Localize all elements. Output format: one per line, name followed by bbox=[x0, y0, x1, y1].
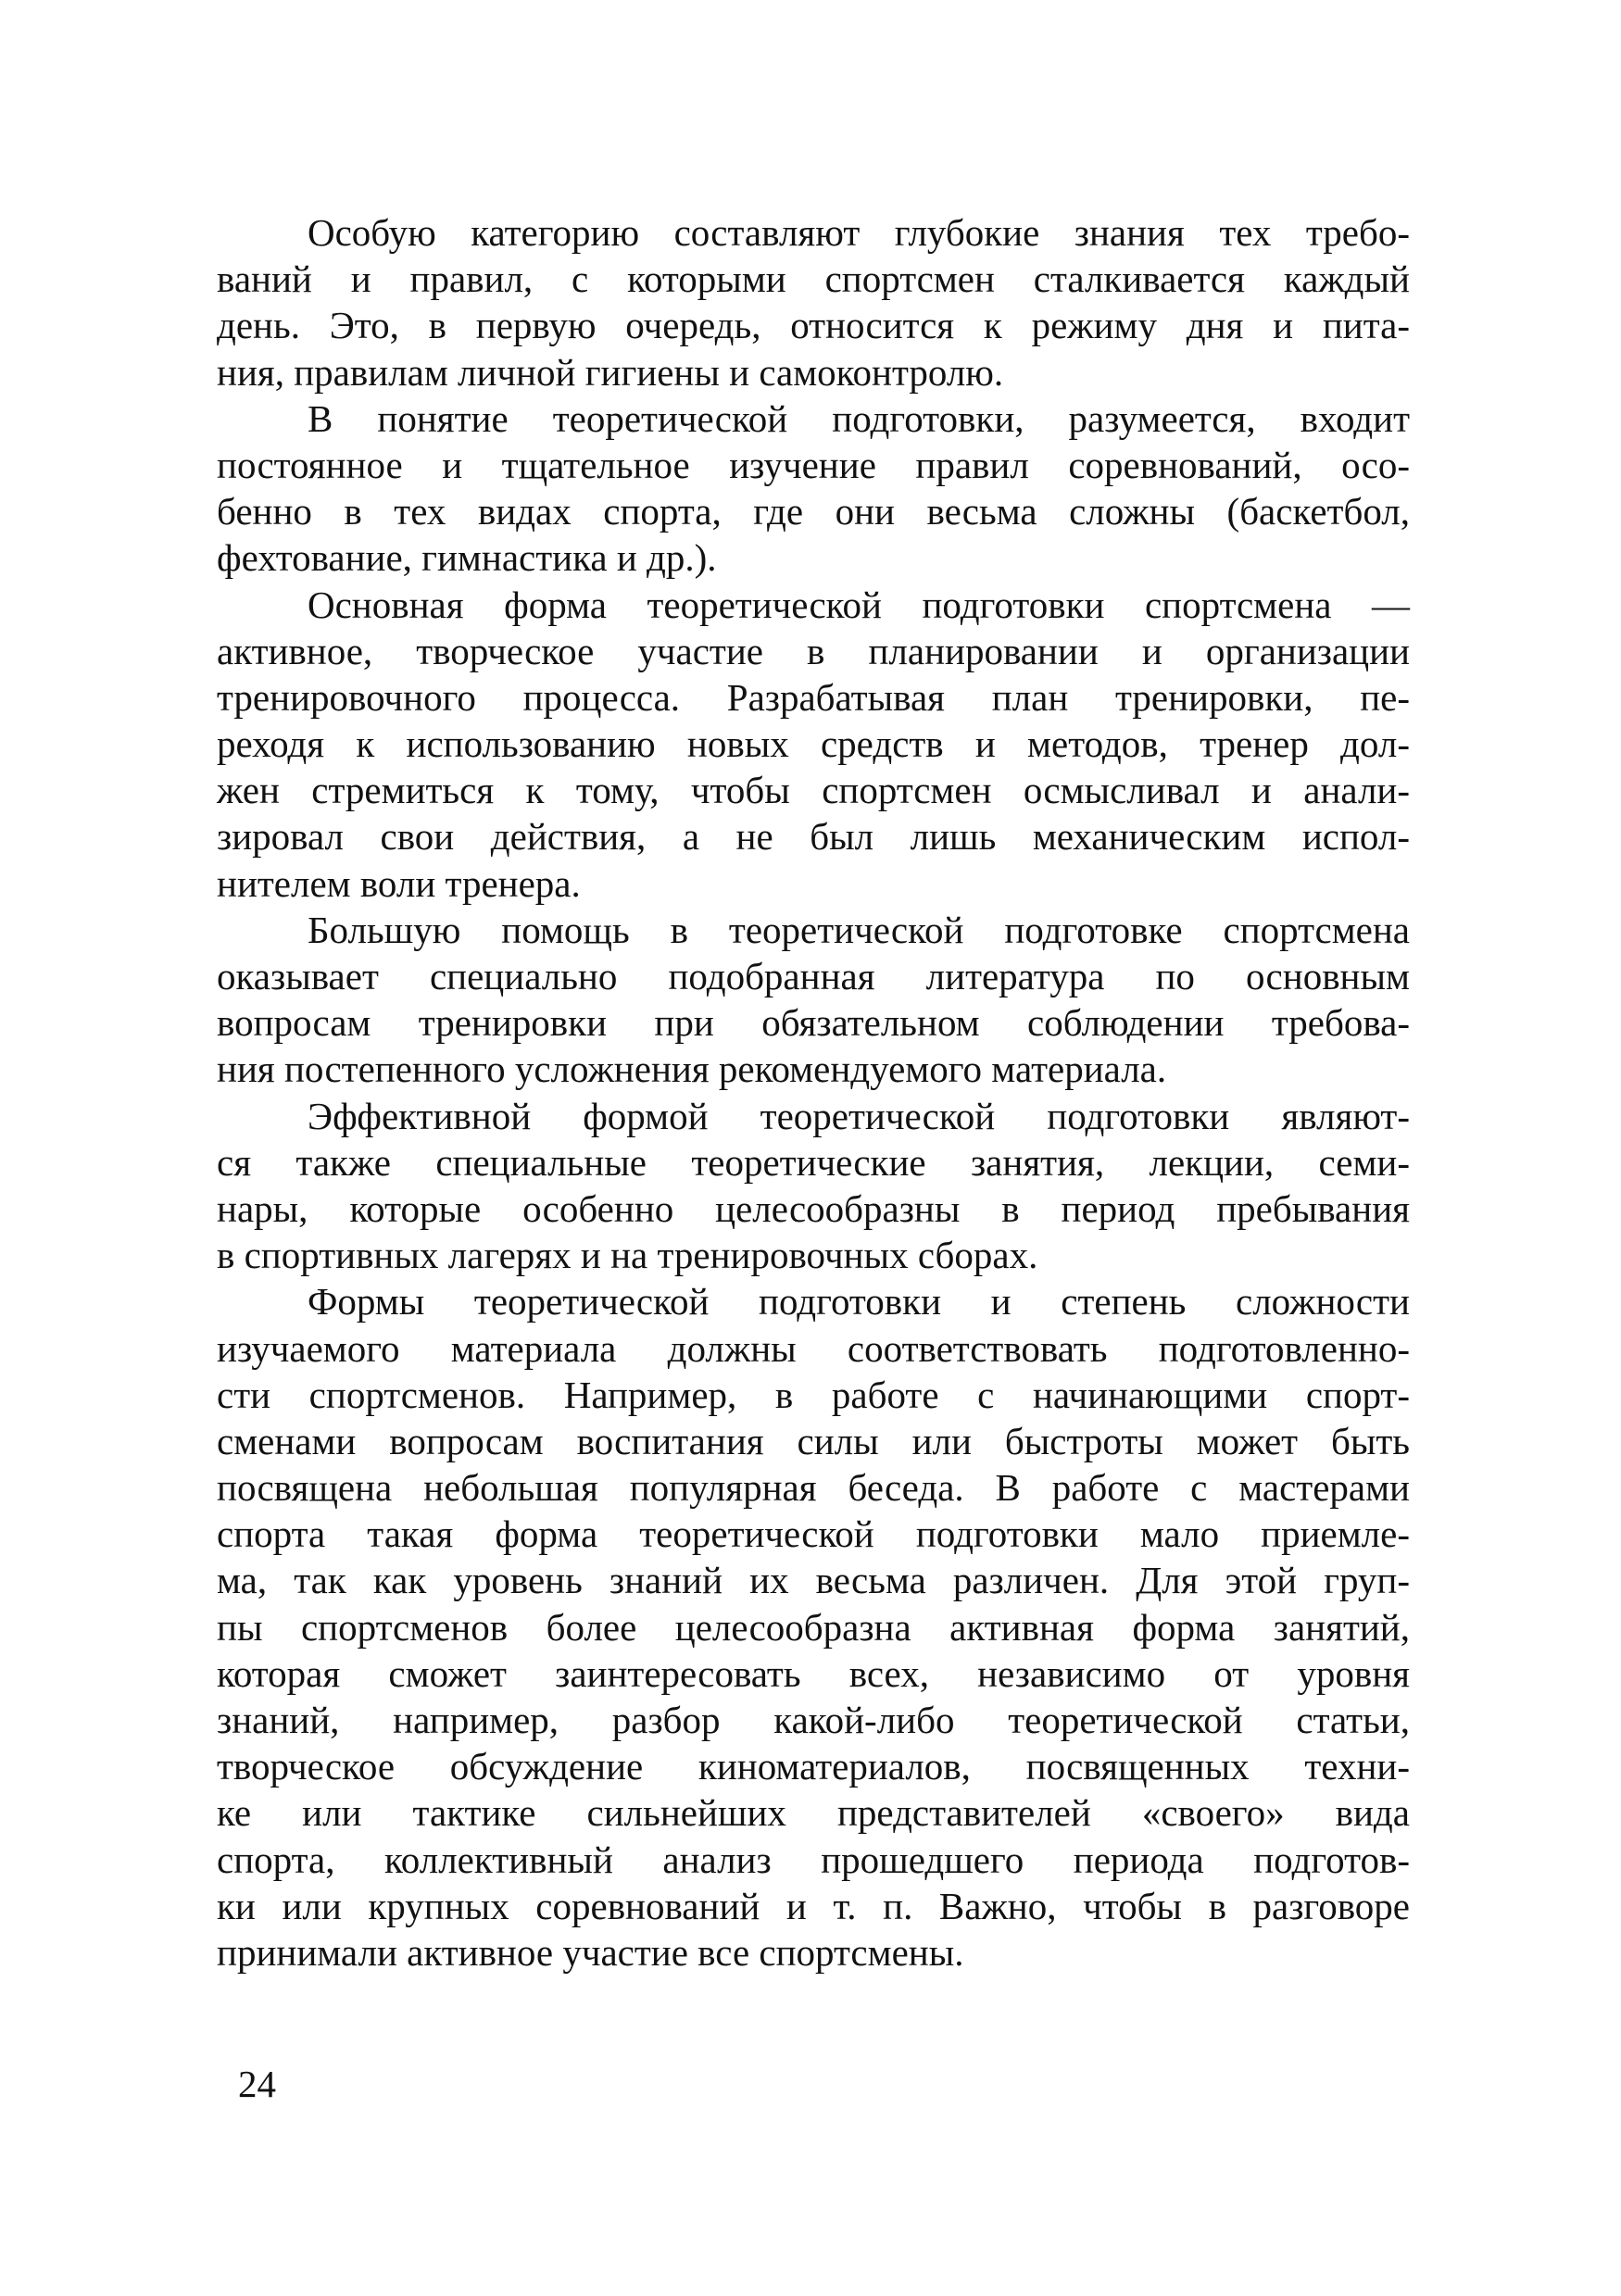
text-line: нары, которые особенно целесообразны в период пребывания bbox=[217, 1186, 1410, 1230]
text-line: изучаемого материала должны соответствовать подготовленно- bbox=[217, 1326, 1410, 1370]
text-line: бенно в тех видах спорта, где они весьма сложны (баскетбол, bbox=[217, 490, 1410, 533]
text-line: спорта такая форма теоретической подготовки мало приемле- bbox=[217, 1512, 1410, 1556]
text-line: которая сможет заинтересовать всех, независимо от уровня bbox=[217, 1651, 1410, 1695]
text-line: ваний и правил, с которыми спортсмен сталкивается каждый bbox=[217, 257, 1410, 301]
text-line: нителем воли тренера. bbox=[217, 861, 581, 905]
text-line: спорта, коллективный анализ прошедшего периода подготов- bbox=[217, 1838, 1410, 1881]
text-line: Формы теоретической подготовки и степень сложности bbox=[308, 1280, 1410, 1324]
text-line: ся также специальные теоретические занятия, лекции, семи- bbox=[217, 1140, 1410, 1184]
text-line: сти спортсменов. Например, в работе с начинающими спорт- bbox=[217, 1373, 1410, 1416]
text-line: в спортивных лагерях и на тренировочных сборах. bbox=[217, 1234, 1038, 1277]
text-line: посвящена небольшая популярная беседа. В работе с мастерами bbox=[217, 1466, 1410, 1510]
text-line: сменами вопросам воспитания силы или быстроты может быть bbox=[217, 1419, 1410, 1462]
text-line: зировал свои действия, а не был лишь механическим испол- bbox=[217, 815, 1410, 859]
text-line: день. Это, в первую очередь, относится к режиму дня и пита- bbox=[217, 304, 1410, 347]
text-line: знаний, например, разбор какой-либо теоретической статьи, bbox=[217, 1699, 1410, 1741]
page-number: 24 bbox=[238, 2063, 276, 2105]
text-line: фехтование, гимнастика и др.). bbox=[217, 536, 717, 580]
text-line: активное, творческое участие в планировании и организации bbox=[217, 629, 1410, 672]
body-text bbox=[217, 209, 1410, 1976]
text-line: Эффективной формой теоретической подготовки являют- bbox=[308, 1094, 1410, 1137]
text-line: ки или крупных соревнований и т. п. Важно, чтобы в разговоре bbox=[217, 1884, 1410, 1927]
text-line: пы спортсменов более целесообразна активная форма занятий, bbox=[217, 1605, 1410, 1649]
text-line: ния постепенного усложнения рекомендуемого материала. bbox=[217, 1048, 1167, 1091]
text-line: реходя к использованию новых средств и методов, тренер дол- bbox=[217, 722, 1410, 766]
text-line: Особую категорию составляют глубокие знания тех требо- bbox=[308, 211, 1410, 254]
text-line: ния, правилам личной гигиены и самоконтролю. bbox=[217, 350, 1004, 394]
text-line: оказывает специально подобранная литература по основным bbox=[217, 955, 1410, 997]
text-line: В понятие теоретической подготовки, разумеется, входит bbox=[308, 396, 1410, 440]
text-line: постоянное и тщательное изучение правил соревнований, осо- bbox=[217, 443, 1410, 486]
text-line: Основная форма теоретической подготовки спортсмена — bbox=[308, 583, 1410, 626]
text-line: вопросам тренировки при обязательном соблюдении требова- bbox=[217, 1001, 1410, 1045]
text-line: творческое обсуждение киноматериалов, посвященных техни- bbox=[217, 1745, 1410, 1788]
text-line: принимали активное участие все спортсмены. bbox=[217, 1930, 964, 1974]
text-line: тренировочного процесса. Разрабатывая план тренировки, пе- bbox=[217, 675, 1410, 719]
text-line: ке или тактике сильнейших представителей «своего» вида bbox=[217, 1791, 1410, 1835]
text-line: жен стремиться к тому, чтобы спортсмен осмысливал и анали- bbox=[217, 769, 1410, 812]
text-line: ма, так как уровень знаний их весьма различен. Для этой груп- bbox=[217, 1559, 1410, 1602]
text-line: Большую помощь в теоретической подготовке спортсмена bbox=[308, 908, 1410, 951]
